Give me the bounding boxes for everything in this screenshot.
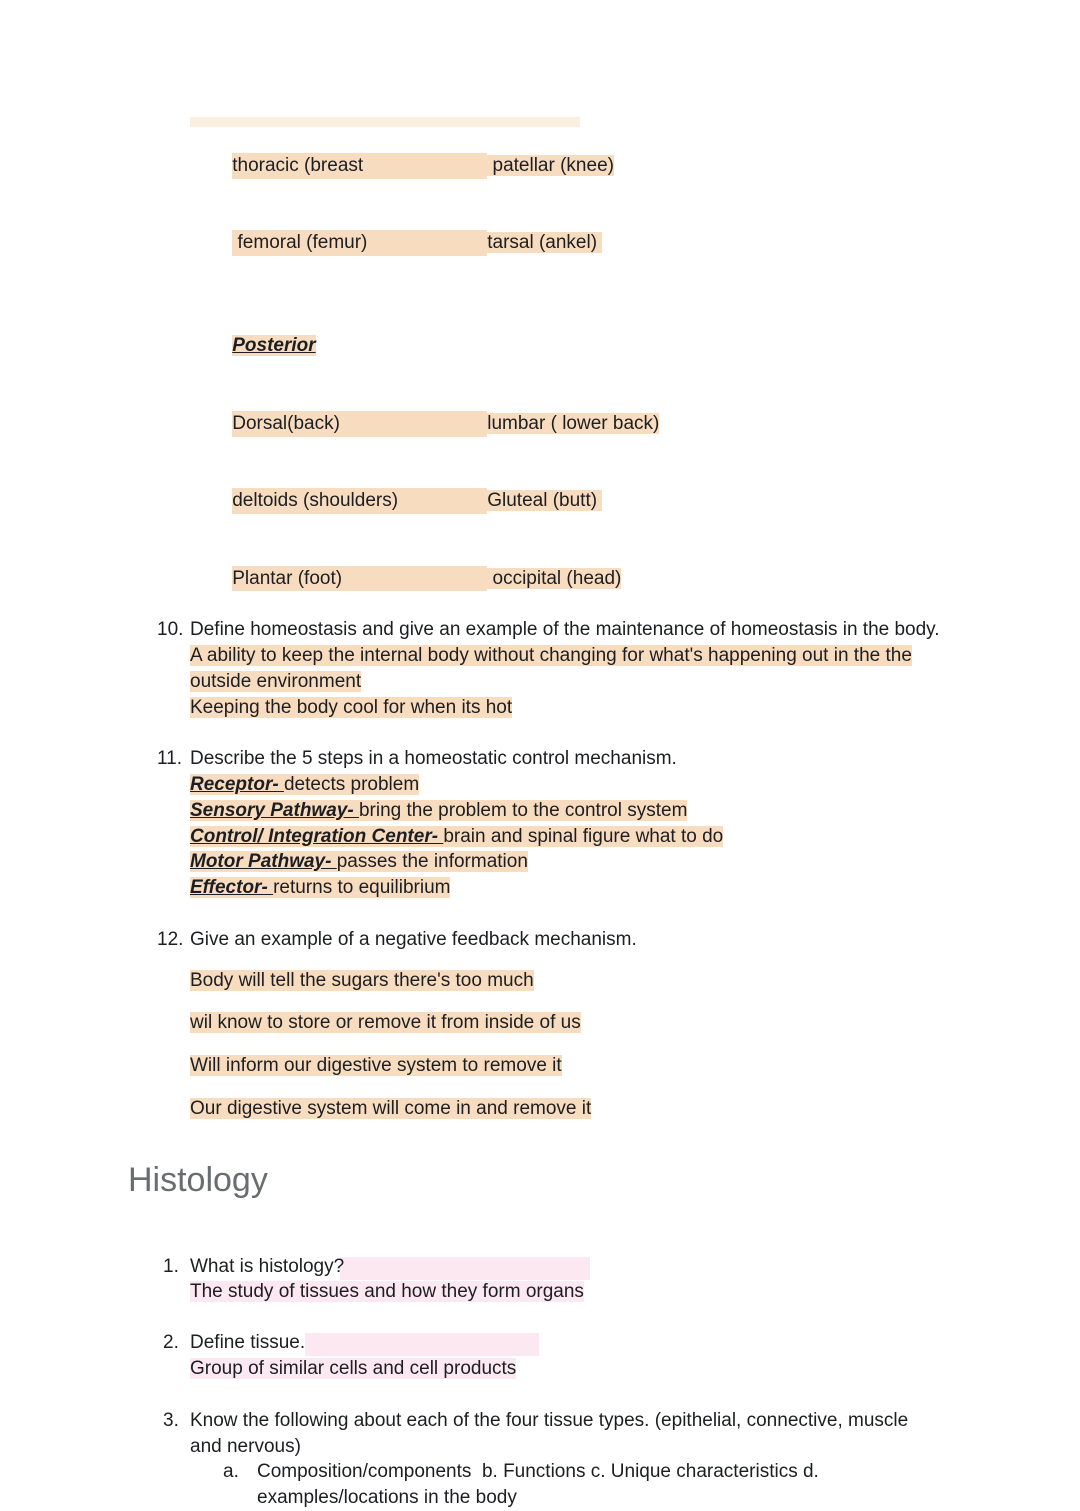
question-item-11 bbox=[157, 746, 1080, 901]
blank-line bbox=[190, 282, 1080, 308]
region-term-plantar: Plantar (foot) bbox=[232, 566, 487, 592]
region-row-thoracic-patellar bbox=[190, 127, 1080, 204]
highlighted-answer: Body will tell the sugars there's too much bbox=[190, 969, 534, 991]
posterior-heading: Posterior bbox=[232, 335, 316, 357]
question-body bbox=[190, 1330, 1080, 1382]
histology-item-1 bbox=[157, 1254, 1080, 1306]
blank-line bbox=[0, 720, 1080, 746]
region-term-femoral: femoral (femur) bbox=[232, 230, 487, 256]
highlighted-step bbox=[190, 877, 450, 898]
question-text-line-2: and nervous) bbox=[190, 1435, 301, 1457]
question-item-10 bbox=[157, 617, 1080, 720]
highlighted-step bbox=[190, 826, 723, 847]
question-number: 3. bbox=[163, 1409, 179, 1431]
highlighted-answer: Will inform our digestive system to remove it bbox=[190, 1055, 562, 1077]
sub-item-number: a. bbox=[223, 1461, 239, 1483]
highlighted-answer: Keeping the body cool for when its hot bbox=[190, 696, 513, 718]
answer-line bbox=[190, 1010, 1080, 1036]
body-regions-block bbox=[190, 117, 1080, 617]
step-term: Effector- bbox=[190, 877, 274, 899]
region-row-plantar-occipital bbox=[190, 540, 1080, 617]
posterior-heading-row bbox=[190, 308, 1080, 385]
answer-line bbox=[190, 669, 1080, 695]
highlight-trailing-strip bbox=[305, 1333, 539, 1356]
document-content bbox=[0, 117, 1080, 1511]
histology-item-2 bbox=[157, 1330, 1080, 1382]
region-term-tarsal: tarsal (ankel) bbox=[487, 232, 603, 254]
answer-line bbox=[190, 1356, 1080, 1382]
step-term: Receptor- bbox=[190, 773, 284, 795]
step-line bbox=[190, 849, 1080, 875]
highlighted-step bbox=[190, 774, 419, 795]
question-line bbox=[190, 1330, 1080, 1356]
question-body bbox=[190, 746, 1080, 901]
region-row-deltoids-gluteal bbox=[190, 462, 1080, 539]
question-body bbox=[190, 1408, 1080, 1511]
step-line bbox=[190, 875, 1080, 901]
highlighted-answer: A ability to keep the internal body without changing for what's happening out in the the bbox=[190, 644, 912, 666]
answer-line bbox=[190, 1096, 1080, 1122]
answer-line bbox=[190, 695, 1080, 721]
question-text: Define homeostasis and give an example of the maintenance of homeostasis in the body. bbox=[190, 619, 940, 641]
step-term: Motor Pathway- bbox=[190, 851, 337, 873]
question-body bbox=[190, 1254, 1080, 1306]
question-text: Define tissue. bbox=[190, 1332, 306, 1354]
region-term-thoracic: thoracic (breast bbox=[232, 153, 487, 179]
region-row-femoral-tarsal bbox=[190, 204, 1080, 281]
highlighted-answer: Group of similar cells and cell products bbox=[190, 1358, 517, 1380]
question-text: Describe the 5 steps in a homeostatic control mechanism. bbox=[190, 748, 677, 770]
blank-line bbox=[0, 901, 1080, 927]
region-term-dorsal: Dorsal(back) bbox=[232, 411, 487, 437]
question-body bbox=[190, 927, 1080, 1122]
step-definition: brain and spinal figure what to do bbox=[443, 825, 724, 847]
answer-line bbox=[190, 1279, 1080, 1305]
question-number: 1. bbox=[163, 1255, 179, 1277]
step-definition: bring the problem to the control system bbox=[358, 799, 688, 821]
answer-line bbox=[190, 643, 1080, 669]
highlight-partial-strip bbox=[190, 117, 580, 127]
region-term-gluteal: Gluteal (butt) bbox=[487, 490, 603, 512]
region-term-occipital: occipital (head) bbox=[487, 567, 622, 589]
step-definition: returns to equilibrium bbox=[273, 877, 451, 899]
question-number: 2. bbox=[163, 1332, 179, 1354]
sub-item-line-2: examples/locations in the body bbox=[257, 1487, 517, 1509]
region-term-patellar: patellar (knee) bbox=[487, 154, 614, 176]
histology-item-3 bbox=[157, 1408, 1080, 1511]
highlighted-step bbox=[190, 851, 528, 872]
step-line bbox=[190, 824, 1080, 850]
highlighted-answer: Our digestive system will come in and remove it bbox=[190, 1097, 592, 1119]
question-body bbox=[190, 617, 1080, 720]
question-text: Give an example of a negative feedback mechanism. bbox=[190, 928, 637, 950]
step-line bbox=[190, 798, 1080, 824]
step-definition: detects problem bbox=[283, 773, 420, 795]
step-definition: passes the information bbox=[336, 851, 528, 873]
sub-item-body bbox=[257, 1459, 819, 1511]
section-heading-histology: Histology bbox=[128, 1160, 268, 1199]
step-term: Control/ Integration Center- bbox=[190, 825, 444, 847]
highlighted-step bbox=[190, 800, 687, 821]
answer-line bbox=[190, 968, 1080, 994]
region-row-dorsal-lumbar bbox=[190, 385, 1080, 462]
question-number: 11. bbox=[157, 748, 183, 770]
answer-line bbox=[190, 1053, 1080, 1079]
region-term-deltoids: deltoids (shoulders) bbox=[232, 488, 487, 514]
highlighted-answer: outside environment bbox=[190, 670, 362, 692]
question-item-12 bbox=[157, 927, 1080, 1122]
question-text-line-1: Know the following about each of the four tissue types. (epithelial, connective, muscle bbox=[190, 1409, 909, 1431]
step-term: Sensory Pathway- bbox=[190, 799, 359, 821]
question-line bbox=[190, 1254, 1080, 1280]
region-term-lumbar: lumbar ( lower back) bbox=[487, 412, 660, 434]
question-text: What is histology? bbox=[190, 1255, 345, 1277]
highlighted-answer: wil know to store or remove it from inside of us bbox=[190, 1012, 581, 1034]
step-line bbox=[190, 772, 1080, 798]
question-number: 12. bbox=[157, 928, 184, 950]
highlighted-answer: The study of tissues and how they form organs bbox=[190, 1281, 584, 1303]
highlight-trailing-strip bbox=[340, 1257, 590, 1280]
sub-item-a bbox=[223, 1459, 1080, 1511]
question-number: 10. bbox=[157, 619, 184, 641]
sub-item-line-1: Composition/components b. Functions c. Unique characteristics d. bbox=[257, 1461, 819, 1483]
